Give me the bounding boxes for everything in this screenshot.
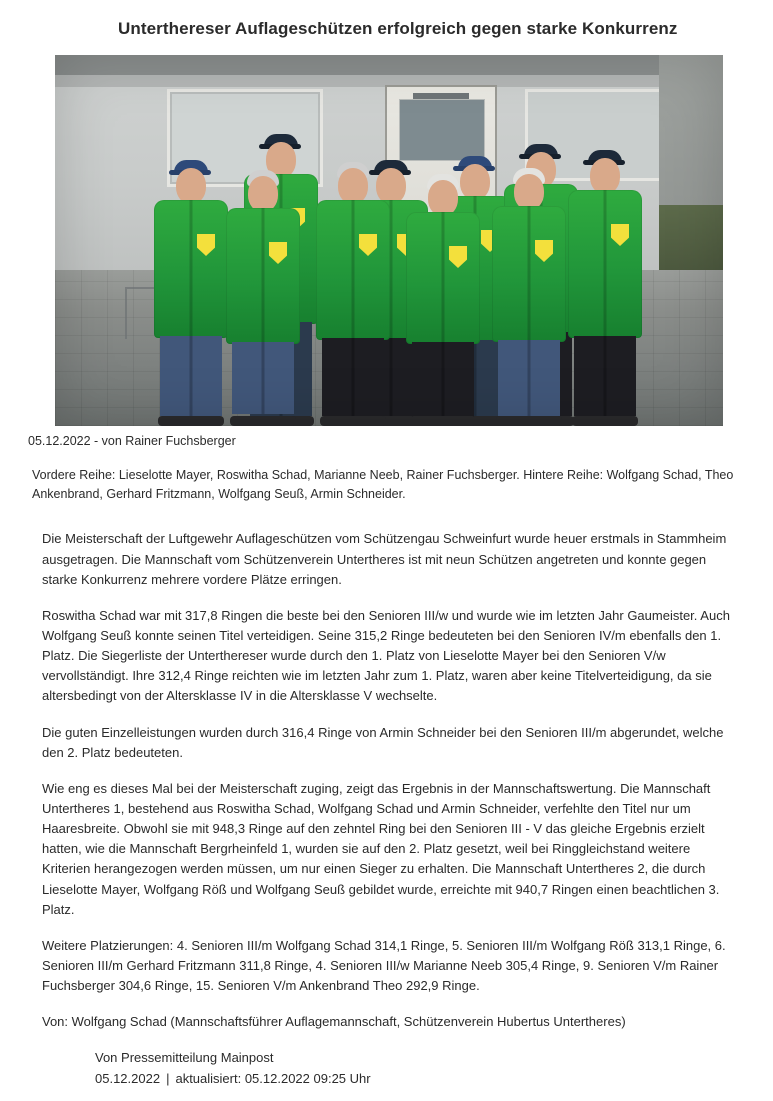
head	[590, 158, 620, 194]
article-photo	[55, 55, 723, 426]
person-front-3	[303, 124, 403, 426]
roof-edge	[55, 55, 723, 75]
footer-updated: aktualisiert: 05.12.2022 09:25 Uhr	[175, 1071, 371, 1087]
photo-scene	[55, 55, 723, 426]
photo-caption: 05.12.2022 - von Rainer Fuchsberger	[28, 433, 236, 448]
club-crest	[449, 246, 467, 268]
head	[514, 174, 544, 210]
shoes	[410, 416, 476, 426]
person-front-2	[213, 126, 313, 426]
club-crest	[269, 242, 287, 264]
photo-persons-list: Vordere Reihe: Lieselotte Mayer, Roswitha Schad, Marianne Neeb, Rainer Fuchsberger. Hintere Reihe: Wolfgang Schad, Theo Ankenbrand, Gerhard Fritzmann, Wolfgang Seuß, Armin Schneider.	[32, 467, 734, 501]
club-crest	[359, 234, 377, 256]
footer-separator: |	[166, 1071, 170, 1087]
jacket	[316, 200, 390, 340]
shoes	[496, 416, 562, 426]
jacket	[406, 212, 480, 344]
paragraph-6: Von: Wolfgang Schad (Mannschaftsführer Auflagemannschaft, Schützenverein Hubertus Untertheres)	[42, 1014, 626, 1030]
trousers	[574, 336, 636, 416]
paragraph-4: Wie eng es dieses Mal bei der Meisterschaft zuging, zeigt das Ergebnis in der Mannschaftswertung. Die Mannschaft Untertheres 1, bestehend aus Roswitha Schad, Wolfgang Schad und Armin Schneider, verfehlte den Titel nur um Haaresbreite. Obwohl sie mit 948,3 Ringe auf den zehntel Ring bei den Senioren III - V das gleiche Ergebnis erzielt hatten, wie die Mannschaft Bergrheinfeld 1, wurden sie auf den 2. Platz gesetzt, weil bei Ringgleichstand weitere Kriterien herangezogen werden müssen, um nur einen Sieger zu erhalten. Die Mannschaft Untertheres 2, die durch Lieselotte Mayer, Wolfgang Röß und Wolfgang Seuß gebildet wurde, erreichte mit 940,7 Ringen einen beachtlichen 3. Platz.	[42, 780, 720, 917]
club-crest	[611, 224, 629, 246]
head	[338, 168, 368, 204]
paragraph-1: Die Meisterschaft der Luftgewehr Auflageschützen vom Schützengau Schweinfurt wurde heuer erstmals in Stammheim ausgetragen. Die Mannschaft vom Schützenverein Untertheres ist mit neun Schützen angetreten und konnte gegen starke Konkurrenz mehrere vordere Plätze erringen.	[42, 531, 727, 587]
article-body	[42, 529, 731, 1032]
person-front-6	[555, 122, 655, 426]
person-front-4	[393, 128, 493, 426]
trousers	[322, 338, 384, 416]
shoes	[230, 416, 296, 426]
page-title: Unterthereser Auflageschützen erfolgreich gegen starke Konkurrenz	[118, 19, 678, 38]
club-crest	[535, 240, 553, 262]
head	[176, 168, 206, 204]
paragraph-3: Die guten Einzelleistungen wurden durch 316,4 Ringe von Armin Schneider bei den Senioren III/m abgerundet, welche den 2. Platz bedeuteten.	[42, 724, 724, 760]
trousers	[412, 342, 474, 418]
jacket	[568, 190, 642, 338]
paragraph-5: Weitere Platzierungen: 4. Senioren III/m Wolfgang Schad 314,1 Ringe, 5. Senioren III/m Wolfgang Röß 313,1 Ringe, 6. Senioren III/m Gerhard Fritzmann 311,8 Ringe, 4. Senioren III/w Marianne Neeb 305,4 Ringe, 9. Senioren V/m Rainer Fuchsberger 304,6 Ringe, 15. Senioren V/m Ankenbrand Theo 292,9 Ringe.	[42, 937, 726, 994]
paragraph-2: Roswitha Schad war mit 317,8 Ringen die beste bei den Senioren III/w und wurde wie im letzten Jahr Gaumeister. Auch Wolfgang Seuß konnte seinen Titel verteidigen. Seine 315,2 Ringe bedeuteten bei den Senioren IV/m ebenfalls den 1. Platz. Die Siegerliste der Unterthereser wurde durch den 1. Platz von Lieselotte Mayer bei den Senioren V/w vervollständigt. Ihre 312,4 Ringe reichten wie im letzten Jahr zum 1. Platz, waren aber keine Titelverteidigung, da sie altersbedingt von der Altersklasse IV in die Altersklasse V wechselte.	[42, 607, 730, 704]
footer-date: 05.12.2022	[95, 1071, 161, 1087]
shoes	[320, 416, 386, 426]
shoes	[572, 416, 638, 426]
article-footer	[95, 1048, 773, 1090]
footer-dateline	[95, 1069, 773, 1090]
head	[248, 176, 278, 212]
trousers	[498, 340, 560, 416]
footer-source: Von Pressemitteilung Mainpost	[95, 1050, 274, 1066]
jacket	[226, 208, 300, 344]
trousers	[232, 342, 294, 414]
head	[428, 180, 458, 216]
